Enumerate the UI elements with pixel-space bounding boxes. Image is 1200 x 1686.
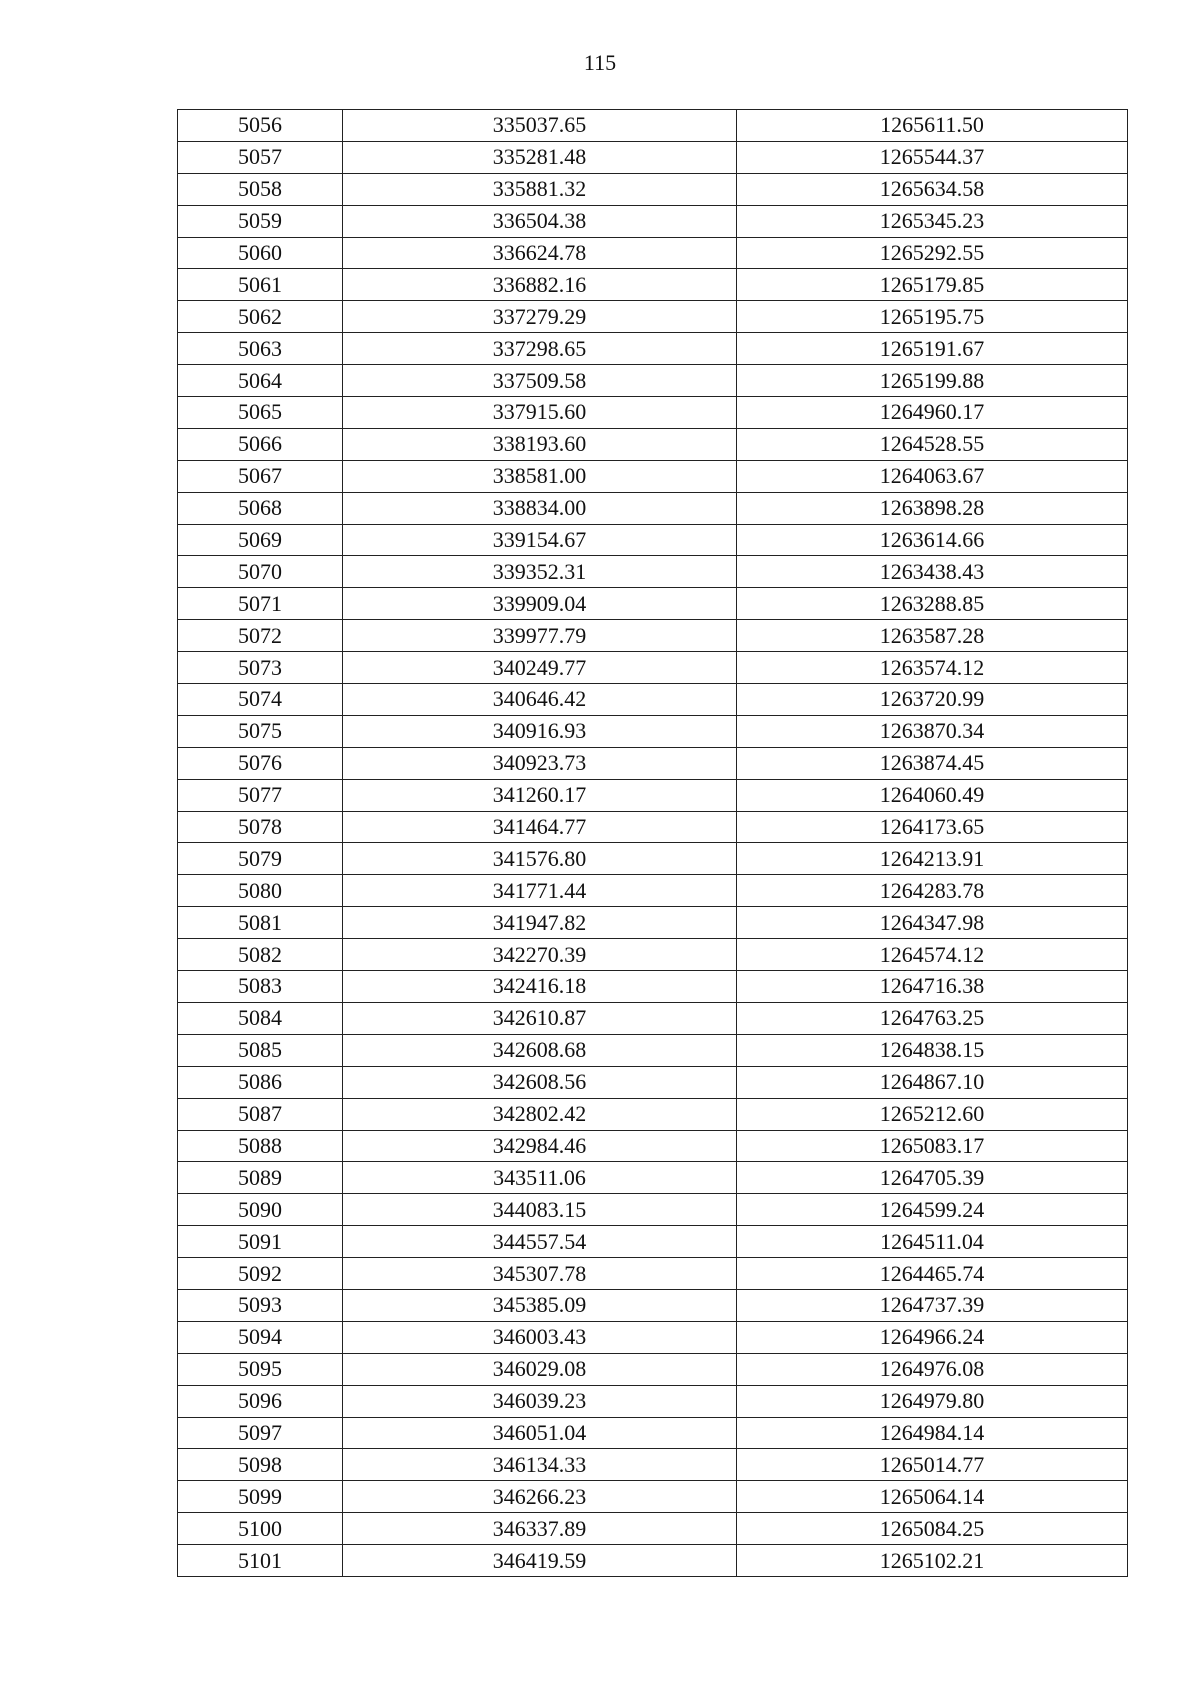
y-coordinate-cell: 1263574.12 [737,652,1128,684]
y-coordinate-cell: 1264060.49 [737,779,1128,811]
point-id-cell: 5088 [178,1130,343,1162]
x-coordinate-cell: 342802.42 [343,1098,737,1130]
table-row [178,1353,1128,1385]
table-row [178,1513,1128,1545]
table-row [178,939,1128,971]
y-coordinate-cell: 1265199.88 [737,365,1128,397]
point-id-cell: 5092 [178,1258,343,1290]
table-row [178,1130,1128,1162]
y-coordinate-cell: 1265195.75 [737,301,1128,333]
table-row [178,620,1128,652]
x-coordinate-cell: 342984.46 [343,1130,737,1162]
x-coordinate-cell: 345307.78 [343,1258,737,1290]
x-coordinate-cell: 346266.23 [343,1481,737,1513]
x-coordinate-cell: 346029.08 [343,1353,737,1385]
x-coordinate-cell: 335881.32 [343,173,737,205]
coordinate-table-body [178,110,1128,1577]
table-row [178,460,1128,492]
page-number: 115 [583,50,617,75]
point-id-cell: 5100 [178,1513,343,1545]
point-id-cell: 5080 [178,875,343,907]
point-id-cell: 5074 [178,684,343,716]
point-id-cell: 5086 [178,1066,343,1098]
table-row [178,1194,1128,1226]
y-coordinate-cell: 1264528.55 [737,428,1128,460]
x-coordinate-cell: 341260.17 [343,779,737,811]
point-id-cell: 5063 [178,333,343,365]
point-id-cell: 5065 [178,397,343,429]
point-id-cell: 5079 [178,843,343,875]
table-row [178,971,1128,1003]
point-id-cell: 5066 [178,428,343,460]
table-row [178,1417,1128,1449]
x-coordinate-cell: 338581.00 [343,460,737,492]
point-id-cell: 5057 [178,141,343,173]
y-coordinate-cell: 1265634.58 [737,173,1128,205]
x-coordinate-cell: 340923.73 [343,747,737,779]
table-row [178,110,1128,142]
x-coordinate-cell: 342608.56 [343,1066,737,1098]
table-row [178,588,1128,620]
point-id-cell: 5093 [178,1289,343,1321]
table-row [178,907,1128,939]
x-coordinate-cell: 346003.43 [343,1321,737,1353]
x-coordinate-cell: 337279.29 [343,301,737,333]
y-coordinate-cell: 1265083.17 [737,1130,1128,1162]
x-coordinate-cell: 340916.93 [343,715,737,747]
x-coordinate-cell: 339352.31 [343,556,737,588]
y-coordinate-cell: 1265544.37 [737,141,1128,173]
point-id-cell: 5090 [178,1194,343,1226]
y-coordinate-cell: 1264347.98 [737,907,1128,939]
x-coordinate-cell: 339977.79 [343,620,737,652]
y-coordinate-cell: 1263438.43 [737,556,1128,588]
y-coordinate-cell: 1265084.25 [737,1513,1128,1545]
x-coordinate-cell: 342608.68 [343,1034,737,1066]
point-id-cell: 5078 [178,811,343,843]
point-id-cell: 5096 [178,1385,343,1417]
point-id-cell: 5058 [178,173,343,205]
y-coordinate-cell: 1265179.85 [737,269,1128,301]
table-row [178,843,1128,875]
y-coordinate-cell: 1264599.24 [737,1194,1128,1226]
table-row [178,428,1128,460]
point-id-cell: 5082 [178,939,343,971]
x-coordinate-cell: 335037.65 [343,110,737,142]
y-coordinate-cell: 1263874.45 [737,747,1128,779]
y-coordinate-cell: 1264465.74 [737,1258,1128,1290]
table-row [178,747,1128,779]
table-row [178,269,1128,301]
y-coordinate-cell: 1264063.67 [737,460,1128,492]
point-id-cell: 5073 [178,652,343,684]
table-row [178,333,1128,365]
table-row [178,779,1128,811]
table-row [178,652,1128,684]
y-coordinate-cell: 1265292.55 [737,237,1128,269]
point-id-cell: 5056 [178,110,343,142]
y-coordinate-cell: 1264213.91 [737,843,1128,875]
table-row [178,1289,1128,1321]
x-coordinate-cell: 336624.78 [343,237,737,269]
point-id-cell: 5077 [178,779,343,811]
x-coordinate-cell: 340249.77 [343,652,737,684]
table-row [178,1066,1128,1098]
y-coordinate-cell: 1265191.67 [737,333,1128,365]
point-id-cell: 5087 [178,1098,343,1130]
x-coordinate-cell: 338193.60 [343,428,737,460]
x-coordinate-cell: 337298.65 [343,333,737,365]
y-coordinate-cell: 1265014.77 [737,1449,1128,1481]
x-coordinate-cell: 341947.82 [343,907,737,939]
y-coordinate-cell: 1264574.12 [737,939,1128,971]
x-coordinate-cell: 346039.23 [343,1385,737,1417]
y-coordinate-cell: 1264960.17 [737,397,1128,429]
y-coordinate-cell: 1265345.23 [737,205,1128,237]
x-coordinate-cell: 338834.00 [343,492,737,524]
y-coordinate-cell: 1264984.14 [737,1417,1128,1449]
table-row [178,715,1128,747]
point-id-cell: 5069 [178,524,343,556]
x-coordinate-cell: 342610.87 [343,1002,737,1034]
x-coordinate-cell: 341464.77 [343,811,737,843]
table-row [178,1034,1128,1066]
point-id-cell: 5062 [178,301,343,333]
x-coordinate-cell: 337915.60 [343,397,737,429]
table-row [178,1226,1128,1258]
y-coordinate-cell: 1264705.39 [737,1162,1128,1194]
table-row [178,237,1128,269]
point-id-cell: 5072 [178,620,343,652]
x-coordinate-cell: 346337.89 [343,1513,737,1545]
y-coordinate-cell: 1264979.80 [737,1385,1128,1417]
point-id-cell: 5097 [178,1417,343,1449]
x-coordinate-cell: 339909.04 [343,588,737,620]
y-coordinate-cell: 1264966.24 [737,1321,1128,1353]
x-coordinate-cell: 337509.58 [343,365,737,397]
table-row [178,492,1128,524]
table-row [178,397,1128,429]
x-coordinate-cell: 336882.16 [343,269,737,301]
y-coordinate-cell: 1263898.28 [737,492,1128,524]
table-row [178,1385,1128,1417]
point-id-cell: 5068 [178,492,343,524]
table-row [178,173,1128,205]
y-coordinate-cell: 1264867.10 [737,1066,1128,1098]
x-coordinate-cell: 342270.39 [343,939,737,971]
point-id-cell: 5085 [178,1034,343,1066]
x-coordinate-cell: 335281.48 [343,141,737,173]
point-id-cell: 5091 [178,1226,343,1258]
y-coordinate-cell: 1263870.34 [737,715,1128,747]
y-coordinate-cell: 1263720.99 [737,684,1128,716]
y-coordinate-cell: 1265212.60 [737,1098,1128,1130]
table-row [178,1449,1128,1481]
table-row [178,205,1128,237]
point-id-cell: 5099 [178,1481,343,1513]
x-coordinate-cell: 341576.80 [343,843,737,875]
x-coordinate-cell: 343511.06 [343,1162,737,1194]
table-row [178,875,1128,907]
point-id-cell: 5083 [178,971,343,1003]
x-coordinate-cell: 346134.33 [343,1449,737,1481]
y-coordinate-cell: 1264976.08 [737,1353,1128,1385]
table-row [178,811,1128,843]
table-row [178,365,1128,397]
point-id-cell: 5071 [178,588,343,620]
y-coordinate-cell: 1263614.66 [737,524,1128,556]
x-coordinate-cell: 346051.04 [343,1417,737,1449]
point-id-cell: 5075 [178,715,343,747]
table-row [178,1545,1128,1577]
y-coordinate-cell: 1265102.21 [737,1545,1128,1577]
y-coordinate-cell: 1264173.65 [737,811,1128,843]
point-id-cell: 5061 [178,269,343,301]
point-id-cell: 5095 [178,1353,343,1385]
y-coordinate-cell: 1263587.28 [737,620,1128,652]
x-coordinate-cell: 344083.15 [343,1194,737,1226]
table-row [178,1258,1128,1290]
x-coordinate-cell: 346419.59 [343,1545,737,1577]
y-coordinate-cell: 1265064.14 [737,1481,1128,1513]
y-coordinate-cell: 1265611.50 [737,110,1128,142]
table-row [178,1002,1128,1034]
y-coordinate-cell: 1264838.15 [737,1034,1128,1066]
y-coordinate-cell: 1264283.78 [737,875,1128,907]
point-id-cell: 5064 [178,365,343,397]
y-coordinate-cell: 1264737.39 [737,1289,1128,1321]
point-id-cell: 5059 [178,205,343,237]
point-id-cell: 5067 [178,460,343,492]
x-coordinate-cell: 344557.54 [343,1226,737,1258]
point-id-cell: 5089 [178,1162,343,1194]
table-row [178,1098,1128,1130]
coordinate-table [177,109,1128,1577]
x-coordinate-cell: 342416.18 [343,971,737,1003]
y-coordinate-cell: 1264716.38 [737,971,1128,1003]
x-coordinate-cell: 336504.38 [343,205,737,237]
table-row [178,1481,1128,1513]
table-row [178,301,1128,333]
point-id-cell: 5060 [178,237,343,269]
point-id-cell: 5076 [178,747,343,779]
x-coordinate-cell: 339154.67 [343,524,737,556]
y-coordinate-cell: 1264511.04 [737,1226,1128,1258]
x-coordinate-cell: 340646.42 [343,684,737,716]
table-row [178,556,1128,588]
point-id-cell: 5098 [178,1449,343,1481]
point-id-cell: 5070 [178,556,343,588]
y-coordinate-cell: 1263288.85 [737,588,1128,620]
table-row [178,141,1128,173]
point-id-cell: 5084 [178,1002,343,1034]
table-row [178,1321,1128,1353]
table-row [178,1162,1128,1194]
table-row [178,524,1128,556]
point-id-cell: 5094 [178,1321,343,1353]
point-id-cell: 5101 [178,1545,343,1577]
x-coordinate-cell: 345385.09 [343,1289,737,1321]
y-coordinate-cell: 1264763.25 [737,1002,1128,1034]
table-row [178,684,1128,716]
x-coordinate-cell: 341771.44 [343,875,737,907]
point-id-cell: 5081 [178,907,343,939]
